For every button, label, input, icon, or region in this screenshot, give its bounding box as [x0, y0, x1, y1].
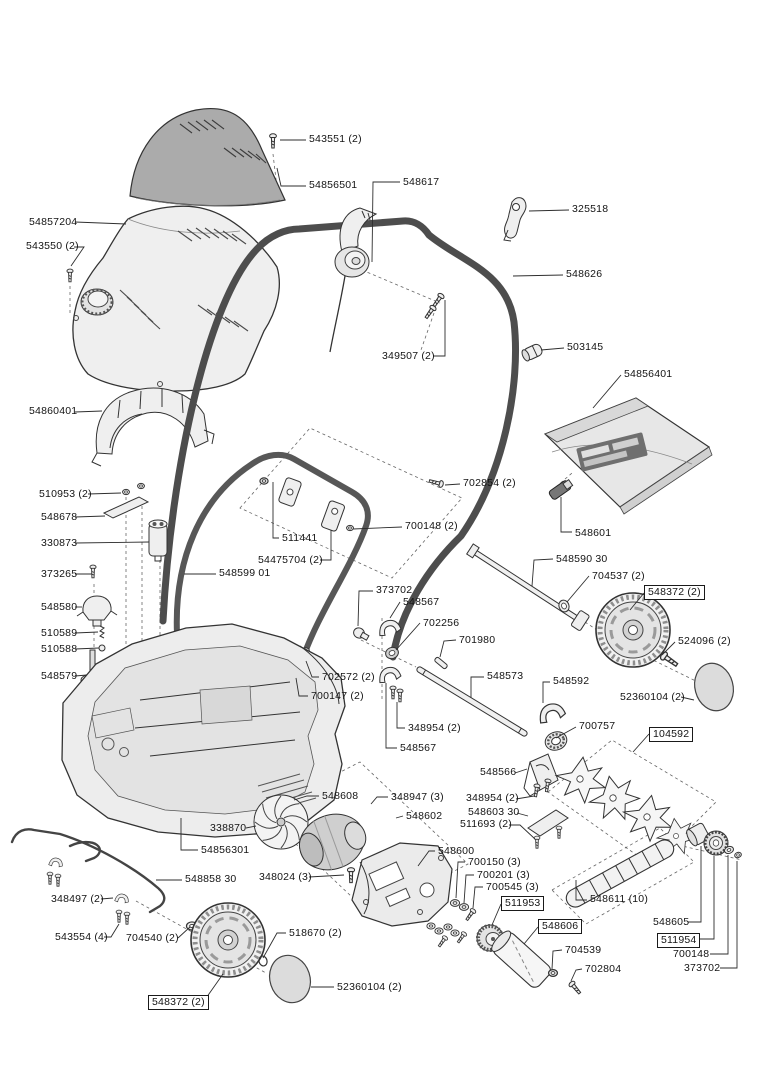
part-label-548602: 548602 — [406, 810, 443, 822]
part-label-348954-2-: 348954 (2) — [466, 792, 519, 804]
part-label-54856301: 54856301 — [201, 844, 250, 856]
part-label-548601: 548601 — [575, 527, 612, 539]
part-label-548579: 548579 — [41, 670, 78, 682]
part-label-548858-30: 548858 30 — [185, 873, 237, 885]
part-label-700148: 700148 — [673, 948, 710, 960]
part-label-548603-30: 548603 30 — [468, 806, 520, 818]
part-label-325518: 325518 — [572, 203, 609, 215]
part-label-700150-3-: 700150 (3) — [468, 856, 521, 868]
part-label-338870: 338870 — [210, 822, 247, 834]
part-label-548678: 548678 — [41, 511, 78, 523]
part-label-510588: 510588 — [41, 643, 78, 655]
part-label-702256: 702256 — [423, 617, 460, 629]
part-label-104592: 104592 — [649, 727, 693, 742]
part-label-700147-2-: 700147 (2) — [311, 690, 364, 702]
part-label-511954: 511954 — [657, 933, 700, 948]
part-label-548592: 548592 — [553, 675, 590, 687]
part-label-548599-01: 548599 01 — [219, 567, 271, 579]
part-label-704539: 704539 — [565, 944, 602, 956]
part-label-543554-4-: 543554 (4) — [55, 931, 108, 943]
part-label-348497-2-: 348497 (2) — [51, 893, 104, 905]
part-label-702804: 702804 — [585, 963, 622, 975]
part-label-348024-3-: 348024 (3) — [259, 871, 312, 883]
part-label-543551-2-: 543551 (2) — [309, 133, 362, 145]
part-label-373702: 373702 — [376, 584, 413, 596]
part-label-373265: 373265 — [41, 568, 78, 580]
part-label-54857204: 54857204 — [29, 216, 78, 228]
part-label-548566: 548566 — [480, 766, 517, 778]
part-label-548567: 548567 — [400, 742, 437, 754]
part-label-548600: 548600 — [438, 845, 475, 857]
part-label-548605: 548605 — [653, 916, 690, 928]
part-label-548606: 548606 — [538, 919, 582, 934]
part-label-701980: 701980 — [459, 634, 496, 646]
part-label-373702: 373702 — [684, 962, 721, 974]
part-label-548611-10-: 548611 (10) — [590, 893, 649, 905]
part-label-54856401: 54856401 — [624, 368, 673, 380]
part-label-54856501: 54856501 — [309, 179, 358, 191]
part-label-548372-2-: 548372 (2) — [148, 995, 209, 1010]
part-label-548567: 548567 — [403, 596, 440, 608]
part-label-349507-2-: 349507 (2) — [382, 350, 435, 362]
part-label-510953-2-: 510953 (2) — [39, 488, 92, 500]
part-label-548617: 548617 — [403, 176, 440, 188]
part-label-543550-2-: 543550 (2) — [26, 240, 79, 252]
part-label-700757: 700757 — [579, 720, 616, 732]
part-label-704540-2-: 704540 (2) — [126, 932, 179, 944]
part-label-52360104-2-: 52360104 (2) — [337, 981, 402, 993]
part-label-511693-2-: 511693 (2) — [460, 818, 513, 830]
part-label-511953: 511953 — [501, 896, 544, 911]
part-label-348954-2-: 348954 (2) — [408, 722, 461, 734]
part-label-548608: 548608 — [322, 790, 359, 802]
part-label-524096-2-: 524096 (2) — [678, 635, 731, 647]
part-label-702572-2-: 702572 (2) — [322, 671, 375, 683]
part-label-330873: 330873 — [41, 537, 78, 549]
part-label-700201-3-: 700201 (3) — [477, 869, 530, 881]
part-label-702854-2-: 702854 (2) — [463, 477, 516, 489]
part-label-52360104-2-: 52360104 (2) — [620, 691, 685, 703]
part-label-548372-2-: 548372 (2) — [644, 585, 705, 600]
part-label-518670-2-: 518670 (2) — [289, 927, 342, 939]
part-label-54860401: 54860401 — [29, 405, 78, 417]
part-label-503145: 503145 — [567, 341, 604, 353]
part-label-700148-2-: 700148 (2) — [405, 520, 458, 532]
part-label-510589: 510589 — [41, 627, 78, 639]
part-label-700545-3-: 700545 (3) — [486, 881, 539, 893]
part-label-548590-30: 548590 30 — [556, 553, 608, 565]
part-label-548580: 548580 — [41, 601, 78, 613]
part-label-548573: 548573 — [487, 670, 524, 682]
part-label-54475704-2-: 54475704 (2) — [258, 554, 323, 566]
part-label-348947-3-: 348947 (3) — [391, 791, 444, 803]
part-label-511441: 511441 — [282, 532, 318, 544]
part-label-548626: 548626 — [566, 268, 603, 280]
part-label-704537-2-: 704537 (2) — [592, 570, 645, 582]
